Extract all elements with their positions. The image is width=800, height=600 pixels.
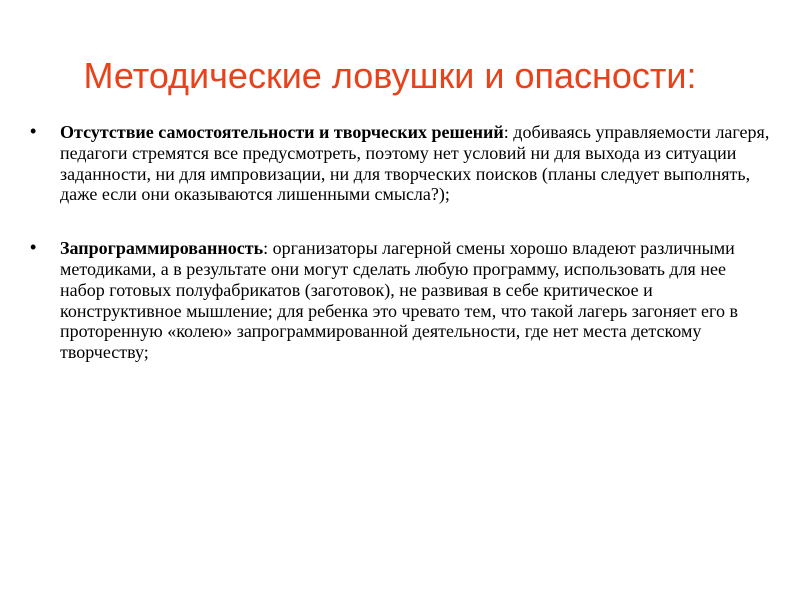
bullet-list <box>30 122 770 363</box>
bullet-text: : организаторы лагерной смены хорошо владеют различными методиками, а в результате они могут сделать любую программу, использовать для нее набор готовых полуфабрикатов (заготовок), не развивая в себе критическое и конструктивное мышление; для ребенка это чревато тем, что такой лагерь загоняет его в проторенную «колею» запрограммированной деятельности, где нет места детскому творчеству; <box>60 238 738 363</box>
bullet-dot-icon: • <box>30 237 37 258</box>
slide-title: Методические ловушки и опасности: <box>83 55 697 96</box>
bullet-item <box>30 122 770 205</box>
bullet-item <box>30 238 770 363</box>
bullet-lead: Запрограммированность <box>60 238 264 259</box>
bullet-dot-icon: • <box>30 121 37 141</box>
bullet-text: : добиваясь управляемости лагеря, педагоги стремятся все предусмотреть, поэтому нет условий ни для выхода из ситуации заданности, ни для импровизации, ни для творческих поисков (планы следует выполнять, даже если они оказываются лишенными смысла?); <box>60 122 770 205</box>
bullet-lead: Отсутствие самостоятельности и творческих решений <box>60 122 504 142</box>
